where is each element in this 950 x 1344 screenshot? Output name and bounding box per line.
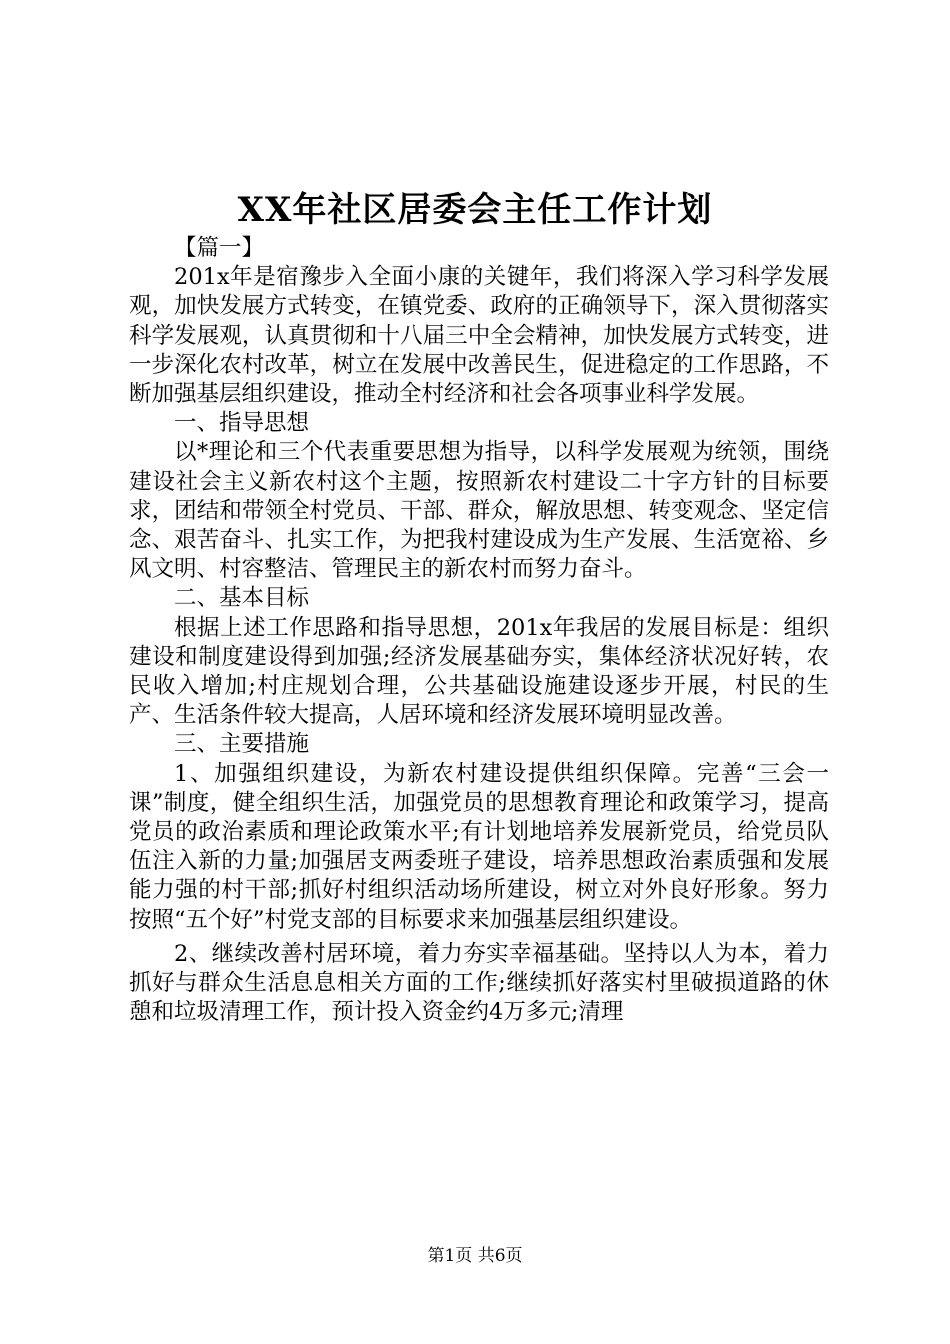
- basic-goals-paragraph: 根据上述工作思路和指导思想，201x年我居的发展目标是：组织建设和制度建设得到加强;经济发展基础夯实，集体经济状况好转，农民收入增加;村庄规划合理，公共基础设施建设逐步开展，村民的生产、生活条件较大提高，人居环境和经济发展环境明显改善。: [129, 614, 829, 729]
- document-body: [129, 234, 829, 1027]
- page-footer: 第1页 共6页: [427, 1246, 523, 1266]
- section-label-part-one: 【篇一】: [174, 235, 265, 261]
- measure-1-paragraph: 1、加强组织建设，为新农村建设提供组织保障。完善“三会一课”制度，健全组织生活，加强党员的思想教育理论和政策学习，提高党员的政治素质和理论政策水平;有计划地培养发展新党员，给党员队伍注入新的力量;加强居支两委班子建设，培养思想政治素质强和发展能力强的村干部;抓好村组织活动场所建设，树立对外良好形象。努力按照“五个好”村党支部的目标要求来加强基层组织建设。: [129, 760, 829, 933]
- heading-main-measures: 三、主要措施: [174, 731, 310, 758]
- measure-2-paragraph: 2、继续改善村居环境，着力夯实幸福基础。坚持以人为本，着力抓好与群众生活息息相关方面的工作;继续抓好落实村里破损道路的休憩和垃圾清理工作，预计投入资金约4万多元;清理: [129, 940, 829, 1026]
- intro-paragraph: 201x年是宿豫步入全面小康的关键年，我们将深入学习科学发展观，加快发展方式转变，在镇党委、政府的正确领导下，深入贯彻落实科学发展观，认真贯彻和十八届三中全会精神，加快发展方式转变，进一步深化农村改革，树立在发展中改善民生，促进稳定的工作思路，不断加强基层组织建设，推动全村经济和社会各项事业科学发展。: [129, 264, 829, 408]
- heading-basic-goals: 二、基本目标: [174, 585, 310, 612]
- guiding-ideology-paragraph: 以*理论和三个代表重要思想为指导，以科学发展观为统领，围绕建设社会主义新农村这个主题，按照新农村建设二十字方针的目标要求，团结和带领全村党员、干部、群众，解放思想、转变观念、坚定信念、艰苦奋斗、扎实工作，为把我村建设成为生产发展、生活宽裕、乡风文明、村容整洁、管理民主的新农村而努力奋斗。: [129, 439, 829, 583]
- heading-guiding-ideology: 一、指导思想: [174, 410, 310, 437]
- document-title: XX年社区居委会主任工作计划: [237, 190, 713, 230]
